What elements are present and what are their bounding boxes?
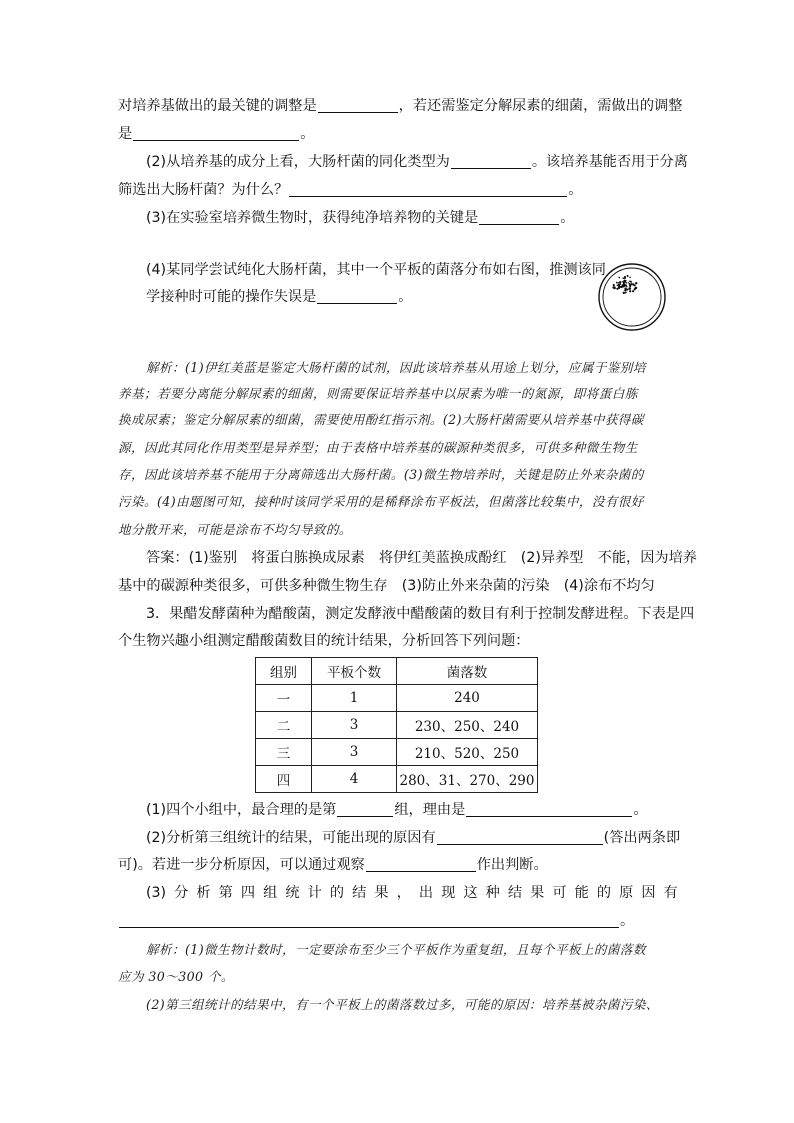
colony-dot bbox=[624, 276, 626, 278]
colony-dot bbox=[629, 290, 631, 292]
question-char: 果 bbox=[530, 885, 545, 901]
colony-dot bbox=[626, 282, 627, 283]
question-text: (1)四个小组中，最合理的是第 bbox=[146, 802, 337, 818]
table-header-cell: 组别 bbox=[256, 658, 312, 685]
explanation-line bbox=[146, 940, 678, 960]
question-line bbox=[118, 96, 683, 116]
question-char: 析 bbox=[196, 885, 211, 901]
question-char: 可 bbox=[552, 885, 567, 901]
explanation-text: 解析：(1)微生物计数时，一定要涂布至少三个平板作为重复组，且每个平板上的菌落数 bbox=[146, 942, 646, 957]
question-line bbox=[118, 855, 678, 875]
colony-dot bbox=[629, 285, 631, 287]
table-cell: 280、31、270、290 bbox=[397, 766, 538, 793]
question-line bbox=[118, 911, 678, 931]
colony-dot bbox=[618, 277, 620, 279]
question-text: 。 bbox=[560, 210, 575, 226]
question-line bbox=[146, 260, 606, 280]
question-text: 。 bbox=[300, 126, 315, 142]
answer-blank bbox=[119, 913, 619, 928]
answer-blank bbox=[337, 802, 393, 817]
table-row bbox=[256, 766, 538, 793]
question-char: 因 bbox=[641, 885, 656, 901]
colony-dot bbox=[632, 290, 634, 292]
question-text: 学接种时可能的操作失误是 bbox=[146, 289, 317, 305]
question-char: 出 bbox=[418, 885, 434, 901]
question-char: 的 bbox=[329, 885, 345, 901]
question-text: (3)在实验室培养微生物时，获得纯净培养物的关键是 bbox=[146, 210, 479, 226]
table-cell: 三 bbox=[256, 739, 312, 766]
table-cell: 230、250、240 bbox=[397, 712, 538, 739]
explanation-text: 养基；若要分离能分解尿素的细菌，则需要保证培养基中以尿素为唯一的氮源，即将蛋白胨 bbox=[118, 386, 638, 401]
explanation-text: (2)第三组统计的结果中，有一个平板上的菌落数过多，可能的原因：培养基被杂菌污染、 bbox=[146, 997, 659, 1012]
explanation-text: 地分散开来，可能是涂布不均匀导致的。 bbox=[118, 522, 352, 537]
plate-outer-rim bbox=[599, 264, 665, 330]
colony-count-table bbox=[255, 657, 538, 793]
colony-dot bbox=[622, 286, 624, 288]
question-char: 这 bbox=[463, 885, 478, 901]
question-text: 可)。若进一步分析原因，可以通过观察 bbox=[118, 857, 365, 873]
explanation-text: 存，因此该培养基不能用于分离筛选出大肠杆菌。(3)微生物培养时，关键是防止外来杂菌的 bbox=[118, 467, 644, 482]
colony-dot bbox=[630, 281, 632, 283]
table-cell: 4 bbox=[312, 766, 397, 793]
table-header-cell: 平板个数 bbox=[312, 658, 397, 685]
colony-dot bbox=[616, 282, 618, 284]
question-text: 对培养基做出的最关键的调整是 bbox=[118, 98, 317, 114]
colony-dot bbox=[631, 283, 632, 284]
question-text: 。 bbox=[568, 182, 583, 198]
petri-dish-figure bbox=[597, 262, 667, 332]
explanation-line bbox=[146, 358, 678, 378]
table-cell: 四 bbox=[256, 766, 312, 793]
colony-dot bbox=[628, 282, 629, 283]
colony-dot bbox=[622, 277, 624, 279]
explanation-line bbox=[118, 465, 678, 485]
question-text: 3．果醋发酵菌种为醋酸菌，测定发酵液中醋酸菌的数目有利于控制发酵进程。下表是四 bbox=[146, 606, 695, 622]
question-char: 分 bbox=[174, 885, 189, 901]
question-char: 四 bbox=[240, 885, 256, 901]
question-char: 的 bbox=[596, 885, 612, 901]
table-row bbox=[256, 739, 538, 766]
question-line bbox=[118, 180, 678, 200]
answer-blank bbox=[479, 210, 559, 225]
table-cell: 240 bbox=[397, 685, 538, 712]
answer-blank bbox=[317, 289, 397, 304]
explanation-line bbox=[118, 520, 678, 540]
answer-text: 基中的碳源种类很多，可供多种微生物生存 (3)防止外来杂菌的污染 (4)涂布不均匀 bbox=[118, 578, 655, 594]
colony-dot bbox=[623, 282, 625, 284]
explanation-text: 应为 30～300 个。 bbox=[118, 969, 234, 984]
question-line bbox=[146, 208, 678, 228]
question-text: (2)从培养基的成分上看，大肠杆菌的同化类型为 bbox=[146, 154, 450, 170]
answer-blank bbox=[289, 182, 567, 197]
question-text: (答出两条即 bbox=[603, 830, 681, 846]
question-line bbox=[146, 287, 596, 307]
question-char: 结 bbox=[507, 885, 523, 901]
question-text: 筛选出大肠杆菌？为什么？ bbox=[118, 182, 289, 198]
table-cell: 1 bbox=[312, 685, 397, 712]
question-char: 结 bbox=[352, 885, 367, 901]
table-header-row bbox=[256, 658, 538, 685]
table-cell: 二 bbox=[256, 712, 312, 739]
colony-dot bbox=[623, 280, 626, 283]
question-text: 。 bbox=[398, 289, 413, 305]
question-char: 计 bbox=[307, 885, 322, 901]
colony-dot bbox=[629, 288, 631, 290]
table-cell: 一 bbox=[256, 685, 312, 712]
question-line bbox=[146, 604, 695, 624]
answer-blank bbox=[437, 830, 603, 845]
answer-blank bbox=[451, 154, 531, 169]
colony-dot bbox=[634, 289, 636, 291]
colony-dot bbox=[618, 287, 620, 289]
question-char: 种 bbox=[485, 885, 500, 901]
colony-dot bbox=[614, 287, 616, 289]
question-text: 。该培养基能否用于分离 bbox=[531, 154, 688, 170]
question-char: 现 bbox=[441, 885, 456, 901]
explanation-line bbox=[118, 492, 678, 512]
explanation-text: 解析：(1)伊红美蓝是鉴定大肠杆菌的试剂，因此该培养基从用途上划分，应属于鉴别培 bbox=[146, 360, 646, 375]
colony-dot bbox=[633, 284, 635, 286]
explanation-line bbox=[118, 438, 678, 458]
question-char: (3) bbox=[146, 885, 167, 901]
table-cell: 3 bbox=[312, 712, 397, 739]
question-line bbox=[118, 631, 678, 651]
explanation-text: 源，因此其同化作用类型是异养型；由于表格中培养基的碳源种类很多，可供多种微生物生 bbox=[118, 440, 638, 455]
table-cell: 210、520、250 bbox=[397, 739, 538, 766]
question-text: 是 bbox=[118, 126, 133, 142]
question-line bbox=[146, 828, 681, 848]
answer-blank bbox=[366, 857, 476, 872]
colony-dot bbox=[627, 275, 629, 277]
colony-dot bbox=[629, 277, 631, 279]
table-header-cell: 菌落数 bbox=[397, 658, 538, 685]
question-text: ，若还需鉴定分解尿素的细菌，需做出的调整 bbox=[398, 98, 683, 114]
colony-dot bbox=[635, 282, 637, 284]
question-char: 第 bbox=[218, 885, 233, 901]
table-row bbox=[256, 685, 538, 712]
question-char: 原 bbox=[619, 885, 634, 901]
question-text: (2)分析第三组统计的结果，可能出现的原因有 bbox=[146, 830, 436, 846]
question-text: (4)某同学尝试纯化大肠杆菌，其中一个平板的菌落分布如右图，推测该同 bbox=[146, 262, 606, 278]
question-char: 组 bbox=[263, 885, 278, 901]
question-char: 能 bbox=[574, 885, 589, 901]
explanation-line bbox=[146, 995, 678, 1015]
answer-blank bbox=[133, 126, 299, 141]
answer-text: 答案：(1)鉴别 将蛋白胨换成尿素 将伊红美蓝换成酚红 (2)异养型 不能，因为培养 bbox=[146, 550, 697, 566]
colony-dot bbox=[619, 281, 621, 283]
explanation-text: 换成尿素；鉴定分解尿素的细菌，需要使用酚红指示剂。(2)大肠杆菌需要从培养基中获得碳 bbox=[118, 412, 644, 427]
colony-dot bbox=[620, 284, 621, 285]
question-char: 统 bbox=[285, 885, 300, 901]
explanation-line bbox=[118, 967, 678, 987]
question-char: 果 bbox=[374, 885, 389, 901]
colony-dot bbox=[624, 288, 626, 290]
colony-dot bbox=[623, 292, 625, 294]
question-text: 个生物兴趣小组测定醋酸菌数目的统计结果，分析回答下列问题： bbox=[118, 633, 530, 649]
colony-dot bbox=[625, 292, 627, 294]
explanation-line bbox=[118, 384, 678, 404]
answer-line bbox=[118, 576, 678, 596]
question-text: 。 bbox=[620, 913, 635, 929]
question-line bbox=[146, 800, 678, 820]
table-row bbox=[256, 712, 538, 739]
question-char: 有 bbox=[663, 885, 678, 901]
answer-blank bbox=[466, 802, 632, 817]
question-text: 。 bbox=[633, 802, 648, 818]
question-text: 组，理由是 bbox=[394, 802, 466, 818]
explanation-line bbox=[118, 410, 678, 430]
answer-line bbox=[146, 548, 697, 568]
question-line bbox=[146, 883, 678, 903]
question-char: ， bbox=[396, 885, 411, 901]
question-line bbox=[118, 124, 678, 144]
answer-blank bbox=[318, 98, 398, 113]
question-text: 作出判断。 bbox=[476, 857, 548, 873]
question-line bbox=[146, 152, 688, 172]
table-cell: 3 bbox=[312, 739, 397, 766]
explanation-text: 污染。(4)由题图可知，接种时该同学采用的是稀释涂布平板法，但菌落比较集中，没有很好 bbox=[118, 494, 644, 509]
colony-dot bbox=[613, 284, 615, 286]
